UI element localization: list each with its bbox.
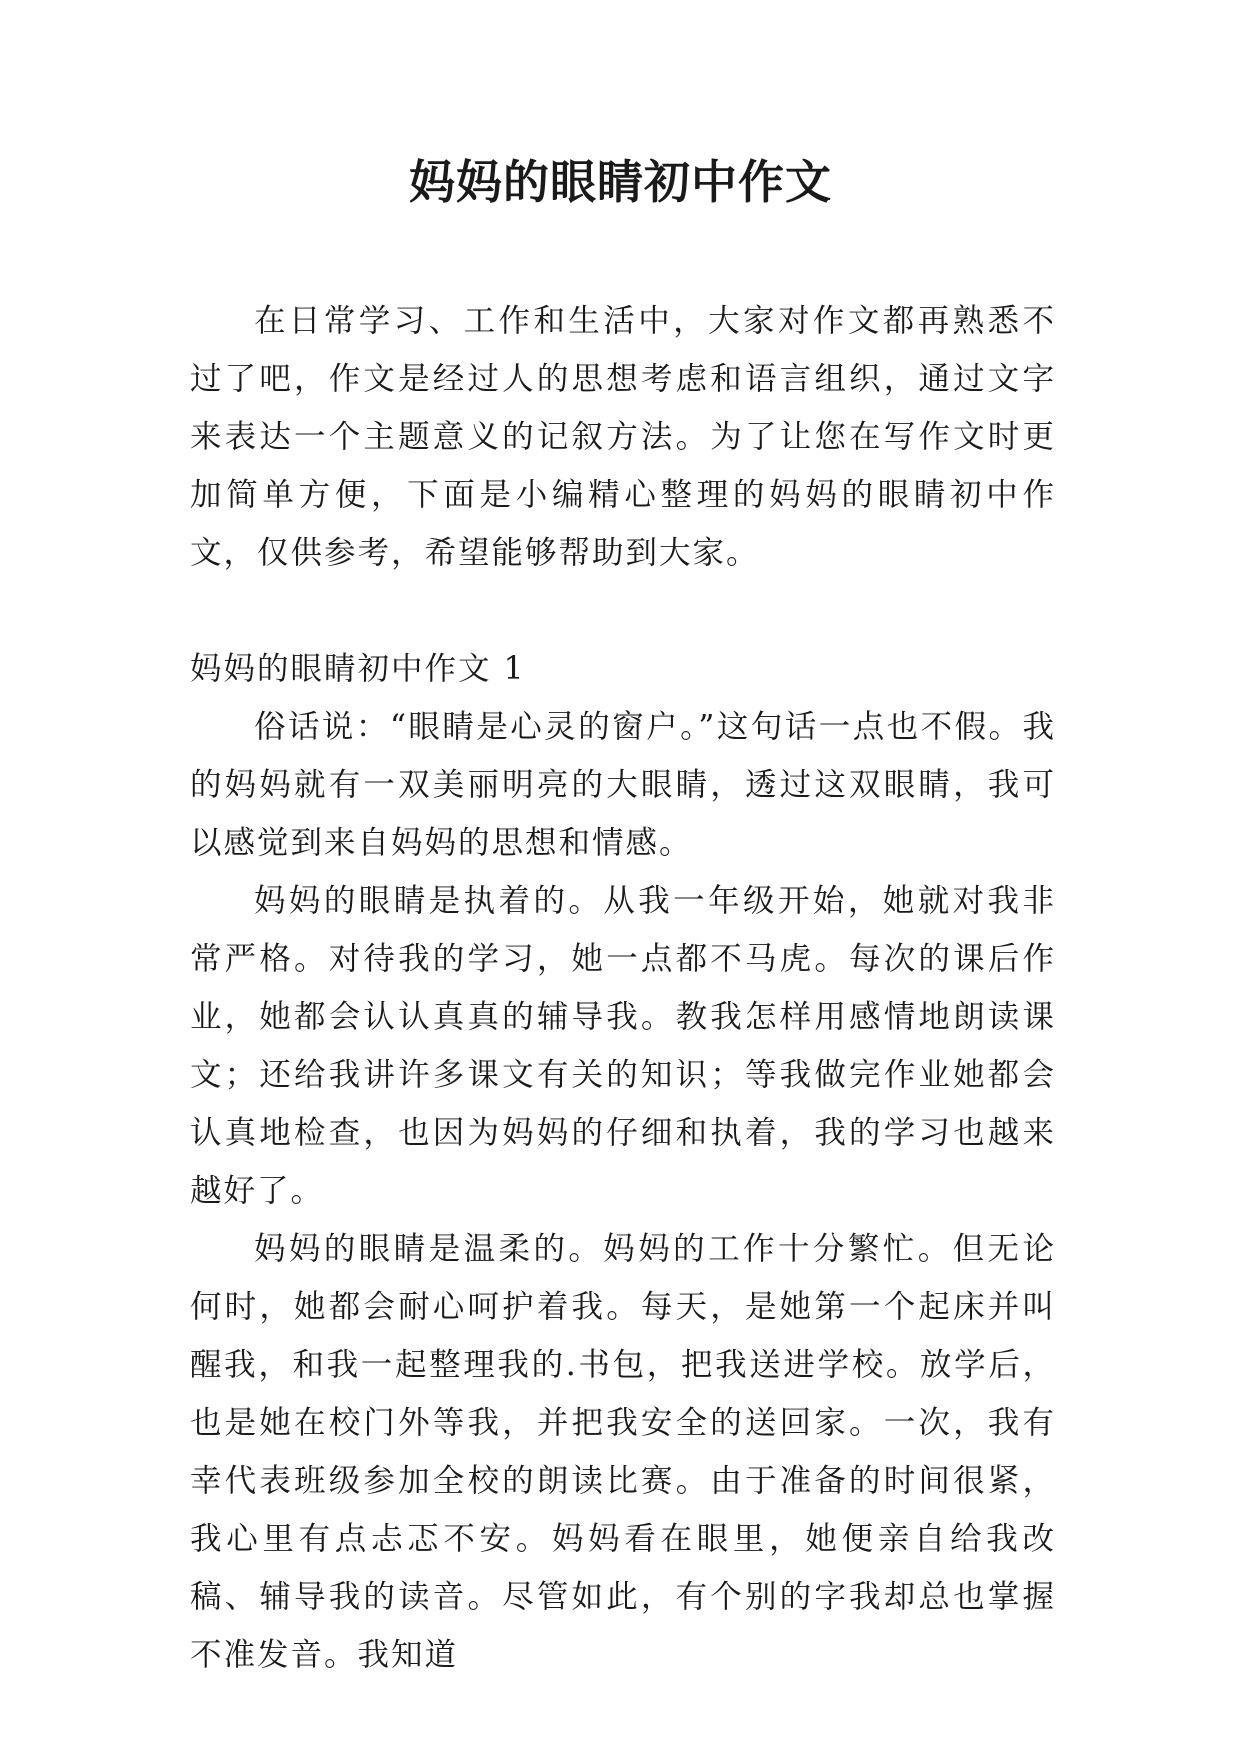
essay-section [190,640,1056,1684]
document-title: 妈妈的眼睛初中作文 [409,155,832,209]
essay-paragraph: 俗话说：“眼睛是心灵的窗户。”这句话一点也不假。我的妈妈就有一双美丽明亮的大眼睛，透过这双眼睛，我可以感觉到来自妈妈的思想和情感。 [190,709,1056,861]
intro-paragraph: 在日常学习、工作和生活中，大家对作文都再熟悉不过了吧，作文是经过人的思想考虑和语言组织，通过文字来表达一个主题意义的记叙方法。为了让您在写作文时更加简单方便，下面是小编精心整理的妈妈的眼睛初中作文，仅供参考，希望能够帮助到大家。 [190,303,1056,571]
essay-paragraph: 妈妈的眼睛是温柔的。妈妈的工作十分繁忙。但无论何时，她都会耐心呵护着我。每天，是她第一个起床并叫醒我，和我一起整理我的.书包，把我送进学校。放学后，也是她在校门外等我，并把我安全的送回家。一次，我有幸代表班级参加全校的朗读比赛。由于准备的时间很紧，我心里有点忐忑不安。妈妈看在眼里，她便亲自给我改稿、辅导我的读音。尽管如此，有个别的字我却总也掌握不准发音。我知道 [190,1231,1056,1673]
section-heading: 妈妈的眼睛初中作文 1 [190,651,526,687]
essay-paragraph: 妈妈的眼睛是执着的。从我一年级开始，她就对我非常严格。对待我的学习，她一点都不马虎。每次的课后作业，她都会认认真真的辅导我。教我怎样用感情地朗读课文；还给我讲许多课文有关的知识；等我做完作业她都会认真地检查，也因为妈妈的仔细和执着，我的学习也越来越好了。 [190,883,1056,1209]
